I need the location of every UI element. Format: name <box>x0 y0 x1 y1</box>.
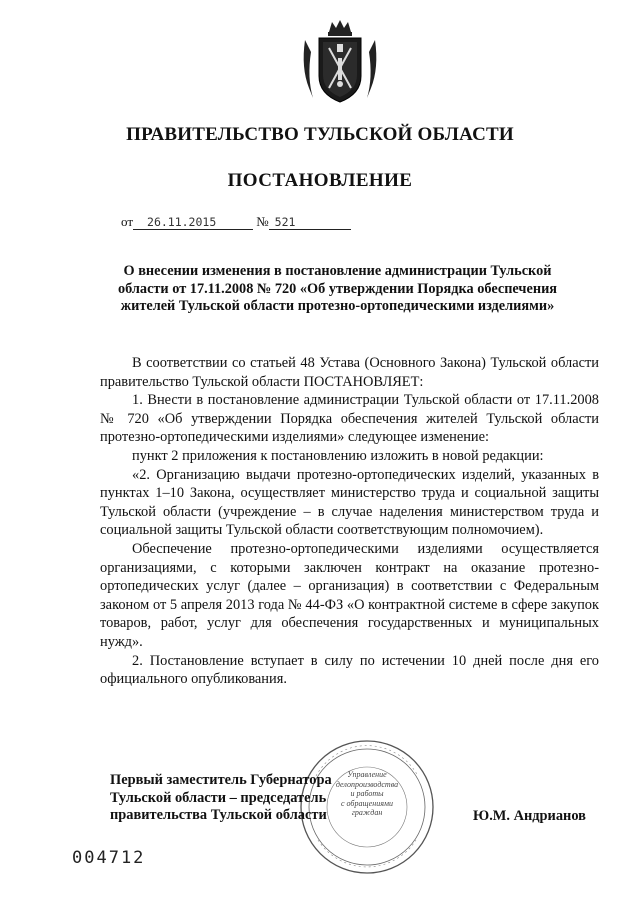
signatory-title-line: правительства Тульской области <box>110 807 327 824</box>
number-label: № <box>256 214 269 229</box>
registration-line <box>121 214 351 230</box>
body-paragraph: Обеспечение протезно-ортопедическими изделиями осуществляется организациями, с которыми заключен контракт на оказание протезно-ортопедических услуг (далее – организация) в соответствии с Федеральным законом от 5 апреля 2013 года № 44-ФЗ «О контрактной системе в сфере закупок товаров, работ, услуг для обеспечения государственных и муниципальных нужд». <box>100 540 599 650</box>
signatory-title-line: Первый заместитель Губернатора <box>110 772 332 788</box>
stamp-line: с обращениями <box>340 798 394 808</box>
body-paragraph: «2. Организацию выдачи протезно-ортопедических изделий, указанных в пунктах 1–10 Закона, осуществляет министерство труда и социальной защиты Тульской области (учреждение – в случае наделения министерством труда и социальной защиты Тульской области соответствующим полномочием). <box>100 466 599 539</box>
stamp-line: граждан <box>351 808 383 818</box>
stamp-line: и работы <box>350 789 384 799</box>
serial-number: 004712 <box>72 848 146 868</box>
tula-coat-of-arms-icon <box>299 18 381 104</box>
document-date: 26.11.2015 <box>133 215 253 230</box>
document-number: 521 <box>269 215 351 230</box>
body-paragraph: пункт 2 приложения к постановлению изложить в новой редакции: <box>132 447 544 464</box>
body-paragraph: В соответствии со статьей 48 Устава (Основного Закона) Тульской области правительство Тульской области ПОСТАНОВЛЯЕТ: <box>100 355 599 390</box>
document-body <box>100 354 599 689</box>
signatory-title <box>110 772 332 825</box>
stamp-line: Управление <box>347 770 387 779</box>
body-paragraph: 2. Постановление вступает в силу по истечении 10 дней после дня его официального опубликования. <box>100 652 599 688</box>
organization-title: ПРАВИТЕЛЬСТВО ТУЛЬСКОЙ ОБЛАСТИ <box>126 124 514 145</box>
date-label: от <box>121 214 134 229</box>
document-type-title: ПОСТАНОВЛЕНИЕ <box>227 170 413 191</box>
stamp-text <box>318 770 416 818</box>
document-subject: О внесении изменения в постановление администрации Тульской области от 17.11.2008 № 720 «Об утверждении Порядка обеспечения жителей Тульской области протезно-ортопедическими изделиями» <box>117 263 558 314</box>
signatory-name: Ю.М. Андрианов <box>473 808 586 824</box>
body-paragraph: 1. Внести в постановление администрации Тульской области от 17.11.2008 № 720 «Об утверждении Порядка обеспечения жителей Тульской области протезно-ортопедическими изделиями» следующее изменение: <box>100 392 599 446</box>
signatory-title-line: Тульской области – председатель <box>110 789 327 806</box>
stamp-line: делопроизводства <box>335 779 399 789</box>
